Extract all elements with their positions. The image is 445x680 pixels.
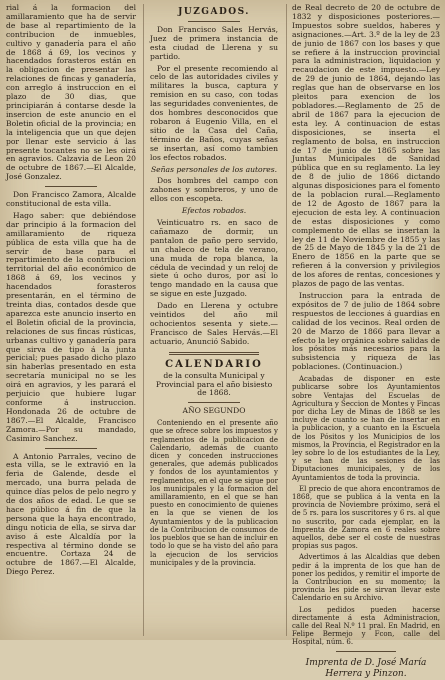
calendar-description: Conteniendo en el presente año que se ofrece sobre los impuestos y reglamentos de la publicacion de Calendario, además de cuanto dicen y conceden instrucciones generales, que además publicados y fondos de los ayuntamientos y reglamentos, en el que se sigue por los municipales y la formacion del amillaramiento, en el que se han puesto en conocimiento de quienes en la que se vienen de los Ayuntamientos y de la publicacion de la Contribucion de consumos de los pueblos que se han de incluir en todo lo que se ha visto del año para la ejecucion de los servicios municipales y de la provincia.	[150, 419, 278, 567]
separator-rule	[45, 448, 97, 449]
column-rule	[286, 4, 287, 636]
notice-paragraph: Acabadas de disponer en este publicarse sobre los Ayuntamientos sobre Ventajas del Escuelas de Agricultura y Seccion de Montes y Fincas por dicha Ley de Minas de 1868 se les incluye de cuanto se han de insertar en la publicacion, y a cuanto en la Escuela de los Pósitos y los Municipios de los mismos, la Provincia, el Registrador en la ley sobre lo de los estudiantes de la Ley, y se han de las sesiones de las Diputaciones municipales, y de los Ayuntamientos de toda la provincia.	[292, 375, 440, 482]
notice-paragraph: Hago saber: que debiéndose dar principio á la formacion del amillaramiento de riqueza pública de esta villa que ha de servir de base para el repartimiento de la contribucion territorial del año económico de 1868 á 69, los vecinos y hacendados forasteros presentarán, en el término de treinta dias, contados desde que aparezca este anuncio inserto en el Boletin oficial de la provincia, relaciones de sus fincas rústicas, urbanas cultivo y ganadería para que sirva de tipo á la junta pericial; pues pasado dicho plazo sin haberlas presentado en esta secretaría municipal no se les oirá en agravios, y les parará el perjuicio que hubiere lugar conforme á instruccion. Hondonada 26 de octubre de 1867.—El Alcalde, Francisco Zamora.—Por su mandado, Casimiro Sanchez.	[6, 210, 136, 443]
column-left	[6, 4, 136, 636]
separator-rule	[188, 21, 239, 22]
notice-paragraph: Por el presente recomiendo al celo de las autoridades civiles y militares la busca, captura y remision en su caso, con todas las seguridades convenientes, de dos hombres desconocidos que robaron á Eugenio Villa, en el sitio de la Casa del Caña, término de Baños, cuyas señas se insertan, así como tambien los efectos robados.	[150, 63, 278, 162]
section-title-calendario: CALENDARIO	[165, 358, 263, 370]
double-separator	[169, 352, 259, 355]
subheading-senas: Señas personales de los autores.	[150, 164, 278, 174]
notice-paragraph: Advertimos á las Alcaldias que deben pedir á la imprenta de los que han de poner los pedidos, y remitir el importe de la Contribucion en su momento; la provincia les pide se sirvan llevar este Calendario en su Archivo.	[292, 553, 440, 603]
calendar-subtitle: de la consulta Municipal y Provincial para el año bisiesto de 1868.	[155, 370, 273, 398]
notice-paragraph: Instruccion para la entrada de expósitos de 7 de julio de 1864 sobre respuestos de lecciones á guardias en calidad de los vecinos. Real orden de 20 de Marzo de 1866 para llevar a efecto la ley orgánica sobre salidas de los pósitos más necesarios para la subsistencia y riqueza de las poblaciones. (Continuacion.)	[292, 291, 440, 372]
separator-rule	[336, 651, 395, 652]
notice-paragraph: de Real decreto de 20 de octubre de 1832 y disposiciones posteriores.—Impuestos sobre sueldos, haberes y asignaciones.—Art. 3.º de la ley de 23 de junio de 1867 con los bases y que se refiere á la instruccion provincial para la administracion, liquidacion y recaudacion de este impuesto.—Ley de 29 de junio de 1864, dejando las reglas que han de observarse en los pleitos para exencion de los pobladores.—Reglamento de 25 de abril de 1867 para la ejecucion de esta ley. A continuacion de estas disposiciones, se inserta el reglamento de bolsa, en instruccion de 17 de junio de 1865 sobre las Juntas Municipales de Sanidad pública que en su reglamento. La ley de 8 de julio de 1866 dictando algunas disposiciones para el fomento de la poblacion rural.—Reglamento de 12 de Agosto de 1867 para la ejecucion de esta ley. A continuacion de estas disposiciones y como complemento de ellas se insertan la ley de 11 de Noviembre de 1855 y las de 25 de Mayo de 1845 y la de 21 de Enero de 1856 en la parte que se refieren á la conversion y privilegios de los afores de rentas, concesiones y plazos de pago de las ventas.	[292, 3, 440, 289]
notice-paragraph: El precio de que ahora encontramos de 1868, que se publica á la venta en la provincia de Noviembre próximo, será el de 5 rs. para los suscritores y 6 rs. al que no suscrito, por cada ejemplar, en la Imprenta de Zamora en 6 reales sobre aquellos, debe ser el coste de nuestras propias sus pagos.	[292, 484, 440, 551]
calendar-year-label: AÑO SEGUNDO	[182, 406, 246, 416]
column-right	[292, 3, 440, 679]
notice-heading: Don Francisco Sales Hervás, Juez de primera instancia de esta ciudad de Llerena y su partido.	[150, 24, 278, 61]
separator-rule	[188, 402, 239, 403]
notice-paragraph: Veinticuatro rs. en saco de cañamazo de dormir, un pantalon de paño pero servido, un chaleco de tela de verano, una muda de ropa blanca, la cédula de vecindad y un reloj de siete ú ocho duros, por así lo tengo mandado en la causa que se sigue en este Juzgado.	[150, 218, 278, 299]
subheading-efectos: Efectos robados.	[181, 206, 247, 216]
printer-imprint: Imprenta de D. José María Herrera y Pinzon.	[305, 657, 427, 679]
notice-paragraph: Dado en Llerena y octubre veintidos del año mil ochocientos sesenta y siete.—Francisco de Sales Hervás.—El actuario, Anunció Sabido.	[150, 301, 278, 346]
column-middle	[150, 4, 278, 636]
notice-heading: Don Francisco Zamora, Alcalde constitucional de esta villa.	[6, 190, 136, 209]
section-heading-juzgados: JUZGADOS.	[178, 7, 250, 17]
notice-paragraph: rial á la formacion del amillaramiento que ha de servir de base al repartimiento de la contribucion de inmuebles, cultivo y ganadería para el año de 1868 á 69, los vecinos y hacendados forasteros están en la obligacion de presentar las relaciones de fincas y ganadería, con arreglo á instruccion en el plazo de 30 dias, que principiarán á contarse desde la insercion de este anuncio en el Boletin oficial de la provincia; en la inteligencia que un que dejen por llenar este servicio á las presente tocantes no se les oirá en agravios. Calzavia de Leon 20 de octubre de 1867.—El Alcalde, José Gonzalez.	[6, 3, 136, 182]
notice-paragraph: Dos hombres del campo con zahones y sombreros, y uno de ellos con escopeta.	[150, 176, 278, 204]
notice-paragraph: Los pedidos pueden hacerse directamente á esta Administracion, calle del Real N.º 11 pral. En Madrid, en Felipe Bermejo y Fcon, calle del Hospital, núm. 6.	[292, 605, 440, 647]
separator-rule	[45, 186, 97, 187]
notice-paragraph: A Antonio Parrales, vecino de esta villa, se le extravió en la feria de Galende, desde el mercado, una burra pelada de quince días pelos de pelo negro y de dos años de edad. Le que se hace público á fin de que la persona que la haya encontrado, dingu noticia de ella, se sirva dar aviso á este Alcaldía por la respectiva al término donde se encuentre. Cortaza 24 de octubre de 1867.—El Alcalde, Diego Perez.	[6, 451, 136, 577]
column-rule	[143, 4, 144, 636]
